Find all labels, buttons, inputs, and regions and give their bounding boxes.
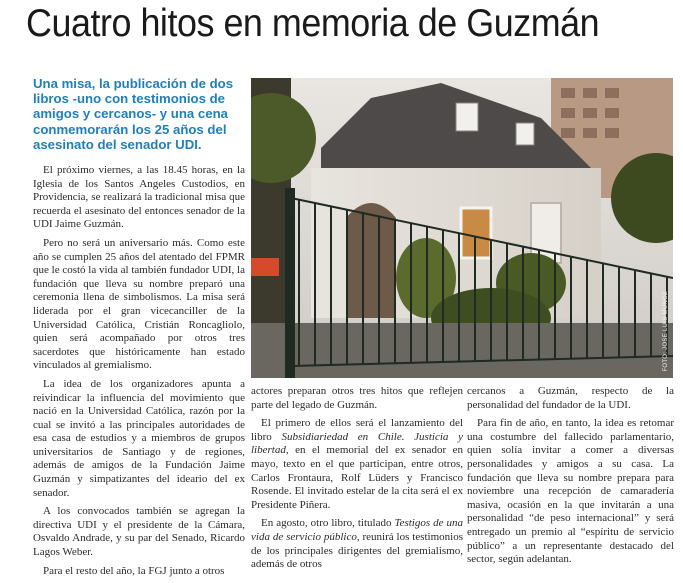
text-run: , reunirá los testimonios de los principales dirigentes del gremialismo, además de otros: [251, 530, 463, 571]
paragraph: Pero no será un aniversario más. Como este año se cumplen 25 años del atentado del FPMR que le costó la vida al también fundador UDI, la fundación que lleva su nombre preparó una ceremonia llena de simbolismos. La misa será liderada por el gran vicecanciller de la Universidad Católica, Cristián Roncagliolo, quien será acompañado por otros tres sacerdotes que históricamente han estado vinculados al gremialismo.: [33, 236, 245, 372]
body-column-3: [467, 385, 674, 572]
paragraph: Para fin de año, en tanto, la idea es retomar una costumbre del fallecido parlamentario, quien solía invitar a comer a diversas personalidades y amigos a su casa. La fundación que lleva su nombre prepara para noviembre una recepción de camaradería masiva, ocasión en la que invitarán a una personalidad “de peso internacional” y será entregado un premio al “espíritu de servicio público” a un representante destacado del sector, según adelantan.: [467, 417, 674, 566]
house-photo: [251, 78, 673, 378]
text-run: , en el memorial del ex senador en mayo, texto en el que participan, entre otros, Carlos Frontaura, Rolf Lüders y Francisco Rosende. El invitado estelar de la cita será el ex Presidente Piñera.: [251, 444, 463, 511]
paragraph: [251, 417, 463, 512]
paragraph: Para el resto del año, la FGJ junto a otros: [43, 564, 225, 577]
paragraph: El próximo viernes, a las 18.45 horas, en la Iglesia de los Santos Angeles Custodios, en Providencia, se realizará la tradicional misa que recuerda el asesinato del entonces senador de la UDI Jaime Guzmán.: [33, 164, 245, 231]
paragraph: A los convocados también se agregan la directiva UDI y el presidente de la Cámara, Osvaldo Andrade, y su par del Senado, Ricardo Lagos Weber.: [33, 505, 245, 559]
headline: Cuatro hitos en memoria de Guzmán: [26, 2, 600, 45]
body-column-2: [251, 385, 463, 577]
body-column-1: [33, 164, 245, 583]
paragraph: [251, 517, 463, 571]
paragraph: actores preparan otros tres hitos que reflejen parte del legado de Guzmán.: [251, 385, 463, 411]
book-title: Testigos de una vida de servicio público: [251, 517, 464, 543]
text-run: En agosto, otro libro, titulado: [261, 517, 395, 530]
paragraph: La idea de los organizadores apunta a reivindicar la influencia del movimiento que nació en la Universidad Católica, razón por la cual se invitó a las principales autoridades de esa casa de estudios y a miembros de grupos universitarios de Santiago y de regiones, además de amigos de la Fundación Jaime Guzmán y simpatizantes del ideario del ex senador.: [33, 377, 245, 499]
text-run: El primero de ellos será el lanzamiento del libro: [251, 417, 463, 443]
photo-credit: FOTO: JOSÉ LUIS MUÑOZ: [663, 291, 669, 372]
lead-paragraph: Una misa, la publicación de dos libros -uno con testimonios de amigos y cercanos- y una cena conmemorarán los 25 años del asesinato del senador UDI.: [33, 76, 234, 152]
book-title: Subsidiariedad en Chile. Justicia y libertad: [251, 430, 463, 457]
paragraph: cercanos a Guzmán, respecto de la personalidad del fundador de la UDI.: [467, 385, 674, 411]
